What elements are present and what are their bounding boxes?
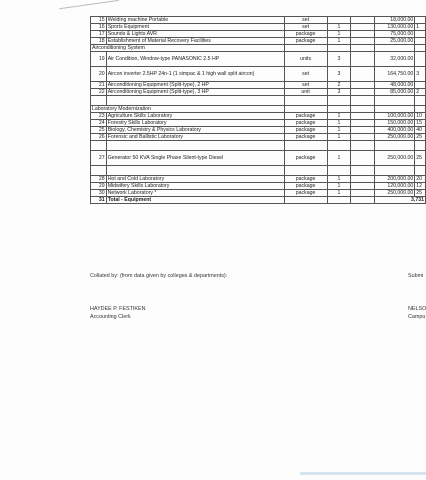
item-amount: 200,000.00	[374, 176, 415, 183]
item-extra: 25	[415, 151, 426, 166]
item-quantity: 1	[327, 183, 351, 190]
item-number: 26	[91, 134, 107, 141]
item-description: Forensic and Ballistic Laboratory	[106, 134, 284, 141]
item-extra	[415, 17, 426, 24]
item-number: 22	[91, 89, 107, 96]
item-unit: unit	[284, 89, 327, 96]
item-amount: 400,000.00	[374, 127, 415, 134]
item-description: Aircon inverter 2.5HP 24n-1 (1 simpac & 1 high wall split aircon)	[106, 67, 284, 82]
section-header-row	[91, 45, 426, 52]
item-quantity: 1	[327, 134, 351, 141]
blank-row	[91, 141, 426, 151]
section-title: Laboratory Modernization	[91, 106, 285, 113]
item-quantity: 3	[327, 67, 351, 82]
item-quantity: 1	[327, 190, 351, 197]
table-row	[91, 176, 426, 183]
item-extra: 12	[415, 183, 426, 190]
item-unit: package	[284, 31, 327, 38]
item-amount: 120,000.00	[374, 183, 415, 190]
item-extra: 20	[415, 176, 426, 183]
item-extra: 2	[415, 89, 426, 96]
item-description: Forestry Skills Laboratory	[106, 120, 284, 127]
total-label: Total - Equipment	[106, 197, 284, 204]
item-amount: 250,000.00	[374, 151, 415, 166]
table-row	[91, 127, 426, 134]
item-number: 15	[91, 17, 107, 24]
item-unit: package	[284, 183, 327, 190]
item-amount: 25,000.00	[374, 38, 415, 45]
item-description: Airconditioning Equipment (Split-type), 2 HP	[106, 82, 284, 89]
item-number: 30	[91, 190, 107, 197]
item-description: Generator 50 KVA Single Phase Silent-type Diesel	[106, 151, 284, 166]
item-unit: package	[284, 151, 327, 166]
item-unit: package	[284, 120, 327, 127]
item-amount: 75,000.00	[374, 31, 415, 38]
item-amount: 164,750.00	[374, 67, 415, 82]
item-number: 27	[91, 151, 107, 166]
blank-row	[91, 166, 426, 176]
item-unit: package	[284, 190, 327, 197]
item-number: 28	[91, 176, 107, 183]
item-amount: 100,000.00	[374, 113, 415, 120]
table-row	[91, 89, 426, 96]
item-extra	[415, 31, 426, 38]
table-row	[91, 134, 426, 141]
table-row	[91, 17, 426, 24]
item-number: 25	[91, 127, 107, 134]
item-quantity: 1	[327, 31, 351, 38]
section-header-row	[91, 106, 426, 113]
scan-edge-mark	[300, 472, 426, 475]
item-number: 29	[91, 183, 107, 190]
item-number: 24	[91, 120, 107, 127]
item-unit: set	[284, 17, 327, 24]
item-unit: package	[284, 127, 327, 134]
table-row	[91, 190, 426, 197]
item-description: Establishment of Material Recovery Facilities	[106, 38, 284, 45]
item-quantity: 1	[327, 151, 351, 166]
item-unit: units	[284, 52, 327, 67]
submitted-by-label: Submi	[408, 273, 424, 279]
item-description: Air Condition, Window-type PANASONIC 2.5 HP	[106, 52, 284, 67]
item-description: Midwifery Skills Laboratory	[106, 183, 284, 190]
table-row	[91, 38, 426, 45]
total-amount: 3,731	[374, 197, 425, 204]
item-unit: package	[284, 134, 327, 141]
item-unit: package	[284, 176, 327, 183]
item-amount: 85,000.00	[374, 89, 415, 96]
table-row	[91, 183, 426, 190]
item-description: Sounds & Lights AVR	[106, 31, 284, 38]
item-unit: set	[284, 82, 327, 89]
item-quantity: 1	[327, 24, 351, 31]
item-quantity: 1	[327, 120, 351, 127]
item-unit: set	[284, 67, 327, 82]
table-row	[91, 113, 426, 120]
item-unit: package	[284, 113, 327, 120]
item-unit: set	[284, 24, 327, 31]
signatory-name-right: NELSO	[408, 306, 426, 312]
item-amount: 18,000.00	[374, 17, 415, 24]
item-description: Network Laboratory *	[106, 190, 284, 197]
item-extra: 10	[415, 113, 426, 120]
signatory-title-right: Campu	[408, 314, 426, 320]
table-row	[91, 31, 426, 38]
item-amount: 32,000.00	[374, 52, 415, 67]
item-quantity: 1	[327, 127, 351, 134]
item-quantity: 1	[327, 176, 351, 183]
item-number: 31	[91, 197, 107, 204]
item-extra: 15	[415, 120, 426, 127]
item-number: 18	[91, 38, 107, 45]
item-unit: package	[284, 38, 327, 45]
item-description: Agriculture Skills Laboratory	[106, 113, 284, 120]
table-row	[91, 52, 426, 67]
signatory-name-left: HAYDEE P. FESTIKEN	[90, 306, 146, 312]
item-amount: 130,000.00	[374, 24, 415, 31]
collated-by-note: Collated by: (from data given by colleges & departments):	[90, 273, 228, 279]
table-row	[91, 82, 426, 89]
item-number: 16	[91, 24, 107, 31]
item-amount: 150,000.00	[374, 120, 415, 127]
table-row	[91, 67, 426, 82]
blank-row	[91, 96, 426, 106]
item-amount: 250,000.00	[374, 190, 415, 197]
item-description: Biology, Chemistry & Physics Laboratory	[106, 127, 284, 134]
table-row	[91, 24, 426, 31]
signatory-title-left: Accounting Clerk	[90, 314, 131, 320]
item-number: 23	[91, 113, 107, 120]
item-amount: 48,000.00	[374, 82, 415, 89]
item-extra: 25	[415, 190, 426, 197]
table-row	[91, 151, 426, 166]
item-extra: 25	[415, 134, 426, 141]
item-number: 21	[91, 82, 107, 89]
table-row	[91, 120, 426, 127]
item-amount: 250,000.00	[374, 134, 415, 141]
item-description: Airconditioning Equipment (Split-type), 3 HP	[106, 89, 284, 96]
section-title: Airconditioning System	[91, 45, 285, 52]
item-extra: 1	[415, 24, 426, 31]
item-number: 19	[91, 52, 107, 67]
item-quantity: 3	[327, 52, 351, 67]
total-row	[91, 197, 426, 204]
item-quantity: 1	[327, 38, 351, 45]
item-description: Welding machine Portable	[106, 17, 284, 24]
item-extra	[415, 82, 426, 89]
item-extra: 40	[415, 127, 426, 134]
item-description: Hot and Cold Laboratory	[106, 176, 284, 183]
item-number: 17	[91, 31, 107, 38]
item-extra	[415, 38, 426, 45]
item-description: Sports Equipment	[106, 24, 284, 31]
item-quantity: 3	[327, 89, 351, 96]
item-quantity: 1	[327, 113, 351, 120]
item-quantity: 2	[327, 82, 351, 89]
item-number: 20	[91, 67, 107, 82]
equipment-table	[90, 16, 426, 204]
item-extra	[415, 52, 426, 67]
item-quantity	[327, 17, 351, 24]
item-extra: 3	[415, 67, 426, 82]
